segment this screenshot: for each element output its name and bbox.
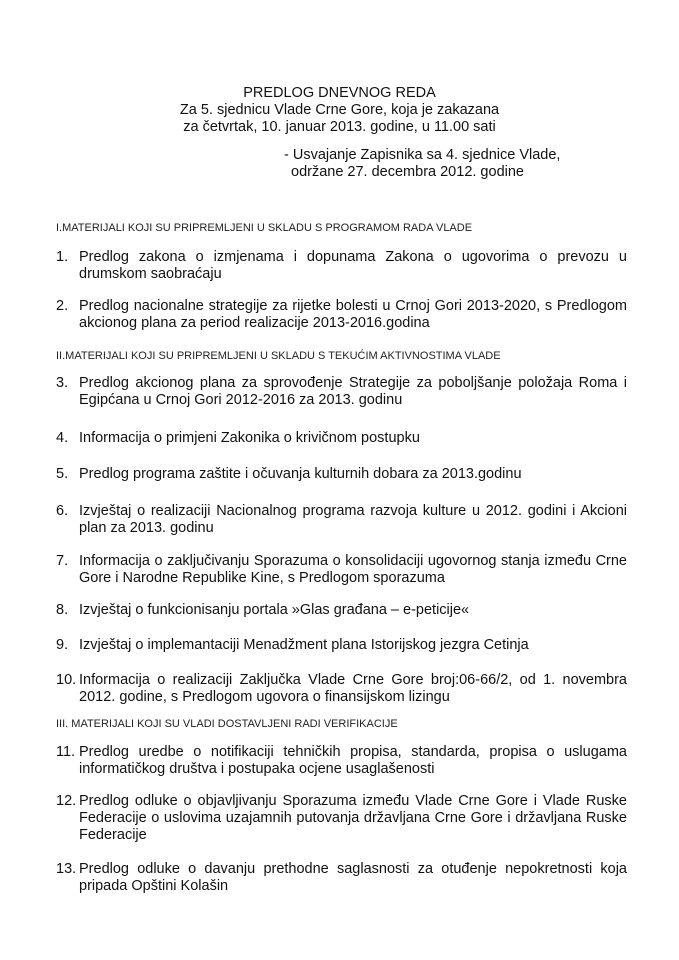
agenda-item [56,744,627,778]
item-text: Informacija o primjeni Zakonika o krivičnom postupku [79,430,420,446]
agenda-item [56,793,627,844]
agenda-item [56,602,627,619]
item-number: 7. [56,553,69,569]
item-number: 13. [56,861,77,877]
item-number: 10. [56,672,77,688]
item-number: 2. [56,298,69,314]
agenda-item [56,375,627,409]
agenda-item [56,861,627,895]
item-text: Predlog nacionalne strategije za rijetke bolesti u Crnoj Gori 2013-2020, s Predlogom akcionog plana za period realizacije 2013-2016.godina [79,298,627,331]
item-text: Predlog akcionog plana za sprovođenje Strategije za poboljšanje položaja Roma i Egipćana u Crnoj Gori 2012-2016 za 2013. godinu [79,375,627,408]
item-number: 12. [56,793,77,809]
item-text: Izvještaj o realizaciji Nacionalnog programa razvoja kulture u 2012. godini i Akcioni plan za 2013. godinu [79,503,627,536]
document-title: PREDLOG DNEVNOG REDA [243,85,436,101]
minutes-line-1: - Usvajanje Zapisnika sa 4. sjednice Vlade, [284,147,561,163]
session-line: Za 5. sjednicu Vlade Crne Gore, koja je zakazana [179,102,500,118]
agenda-item [56,503,627,537]
item-number: 5. [56,466,69,482]
date-line: za četvrtak, 10. januar 2013. godine, u 11.00 sati [183,119,496,135]
agenda-item [56,553,627,587]
item-text: Informacija o realizaciji Zaključka Vlade Crne Gore broj:06-66/2, od 1. novembra 2012. godine, s Predlogom ugovora o finansijskom lizingu [79,672,627,705]
agenda-item [56,637,627,654]
section-heading-1: I.MATERIJALI KOJI SU PRIPREMLJENI U SKLADU S PROGRAMOM RADA VLADE [56,222,473,234]
item-text: Informacija o zaključivanju Sporazuma o konsolidaciji ugovornog stanja između Crne Gore i Narodne Republike Kine, s Predlogom sporazuma [79,553,627,586]
item-number: 6. [56,503,69,519]
agenda-item [56,672,627,706]
item-number: 1. [56,249,69,265]
item-number: 9. [56,637,69,653]
item-text: Izvještaj o funkcionisanju portala »Glas građana – e-peticije« [79,602,470,618]
section-heading-3: III. MATERIJALI KOJI SU VLADI DOSTAVLJENI RADI VERIFIKACIJE [56,718,398,730]
agenda-item [56,430,627,447]
agenda-item [56,249,627,283]
item-number: 11. [56,744,76,760]
section-heading-2: II.MATERIJALI KOJI SU PRIPREMLJENI U SKLADU S TEKUĆIM AKTIVNOSTIMA VLADE [56,350,501,362]
item-text: Predlog odluke o davanju prethodne saglasnosti za otuđenje nepokretnosti koja pripada Opštini Kolašin [79,861,627,894]
item-text: Predlog programa zaštite i očuvanja kulturnih dobara za 2013.godinu [79,466,522,482]
item-number: 3. [56,375,69,391]
agenda-item [56,298,627,332]
agenda-item [56,466,627,483]
item-text: Izvještaj o implemantaciji Menadžment plana Istorijskog jezgra Cetinja [79,637,529,653]
item-number: 8. [56,602,69,618]
minutes-line-2: održane 27. decembra 2012. godine [291,164,524,180]
item-text: Predlog odluke o objavljivanju Sporazuma između Vlade Crne Gore i Vlade Ruske Federacije o uslovima uzajamnih putovanja državljana Crne Gore i državljana Ruske Federacije [79,793,627,843]
item-number: 4. [56,430,69,446]
item-text: Predlog uredbe o notifikaciji tehničkih propisa, standarda, propisa o uslugama informatičkog društva i postupaka ocjene usaglašenosti [79,744,627,777]
item-text: Predlog zakona o izmjenama i dopunama Zakona o ugovorima o prevozu u drumskom saobraćaju [79,249,627,282]
